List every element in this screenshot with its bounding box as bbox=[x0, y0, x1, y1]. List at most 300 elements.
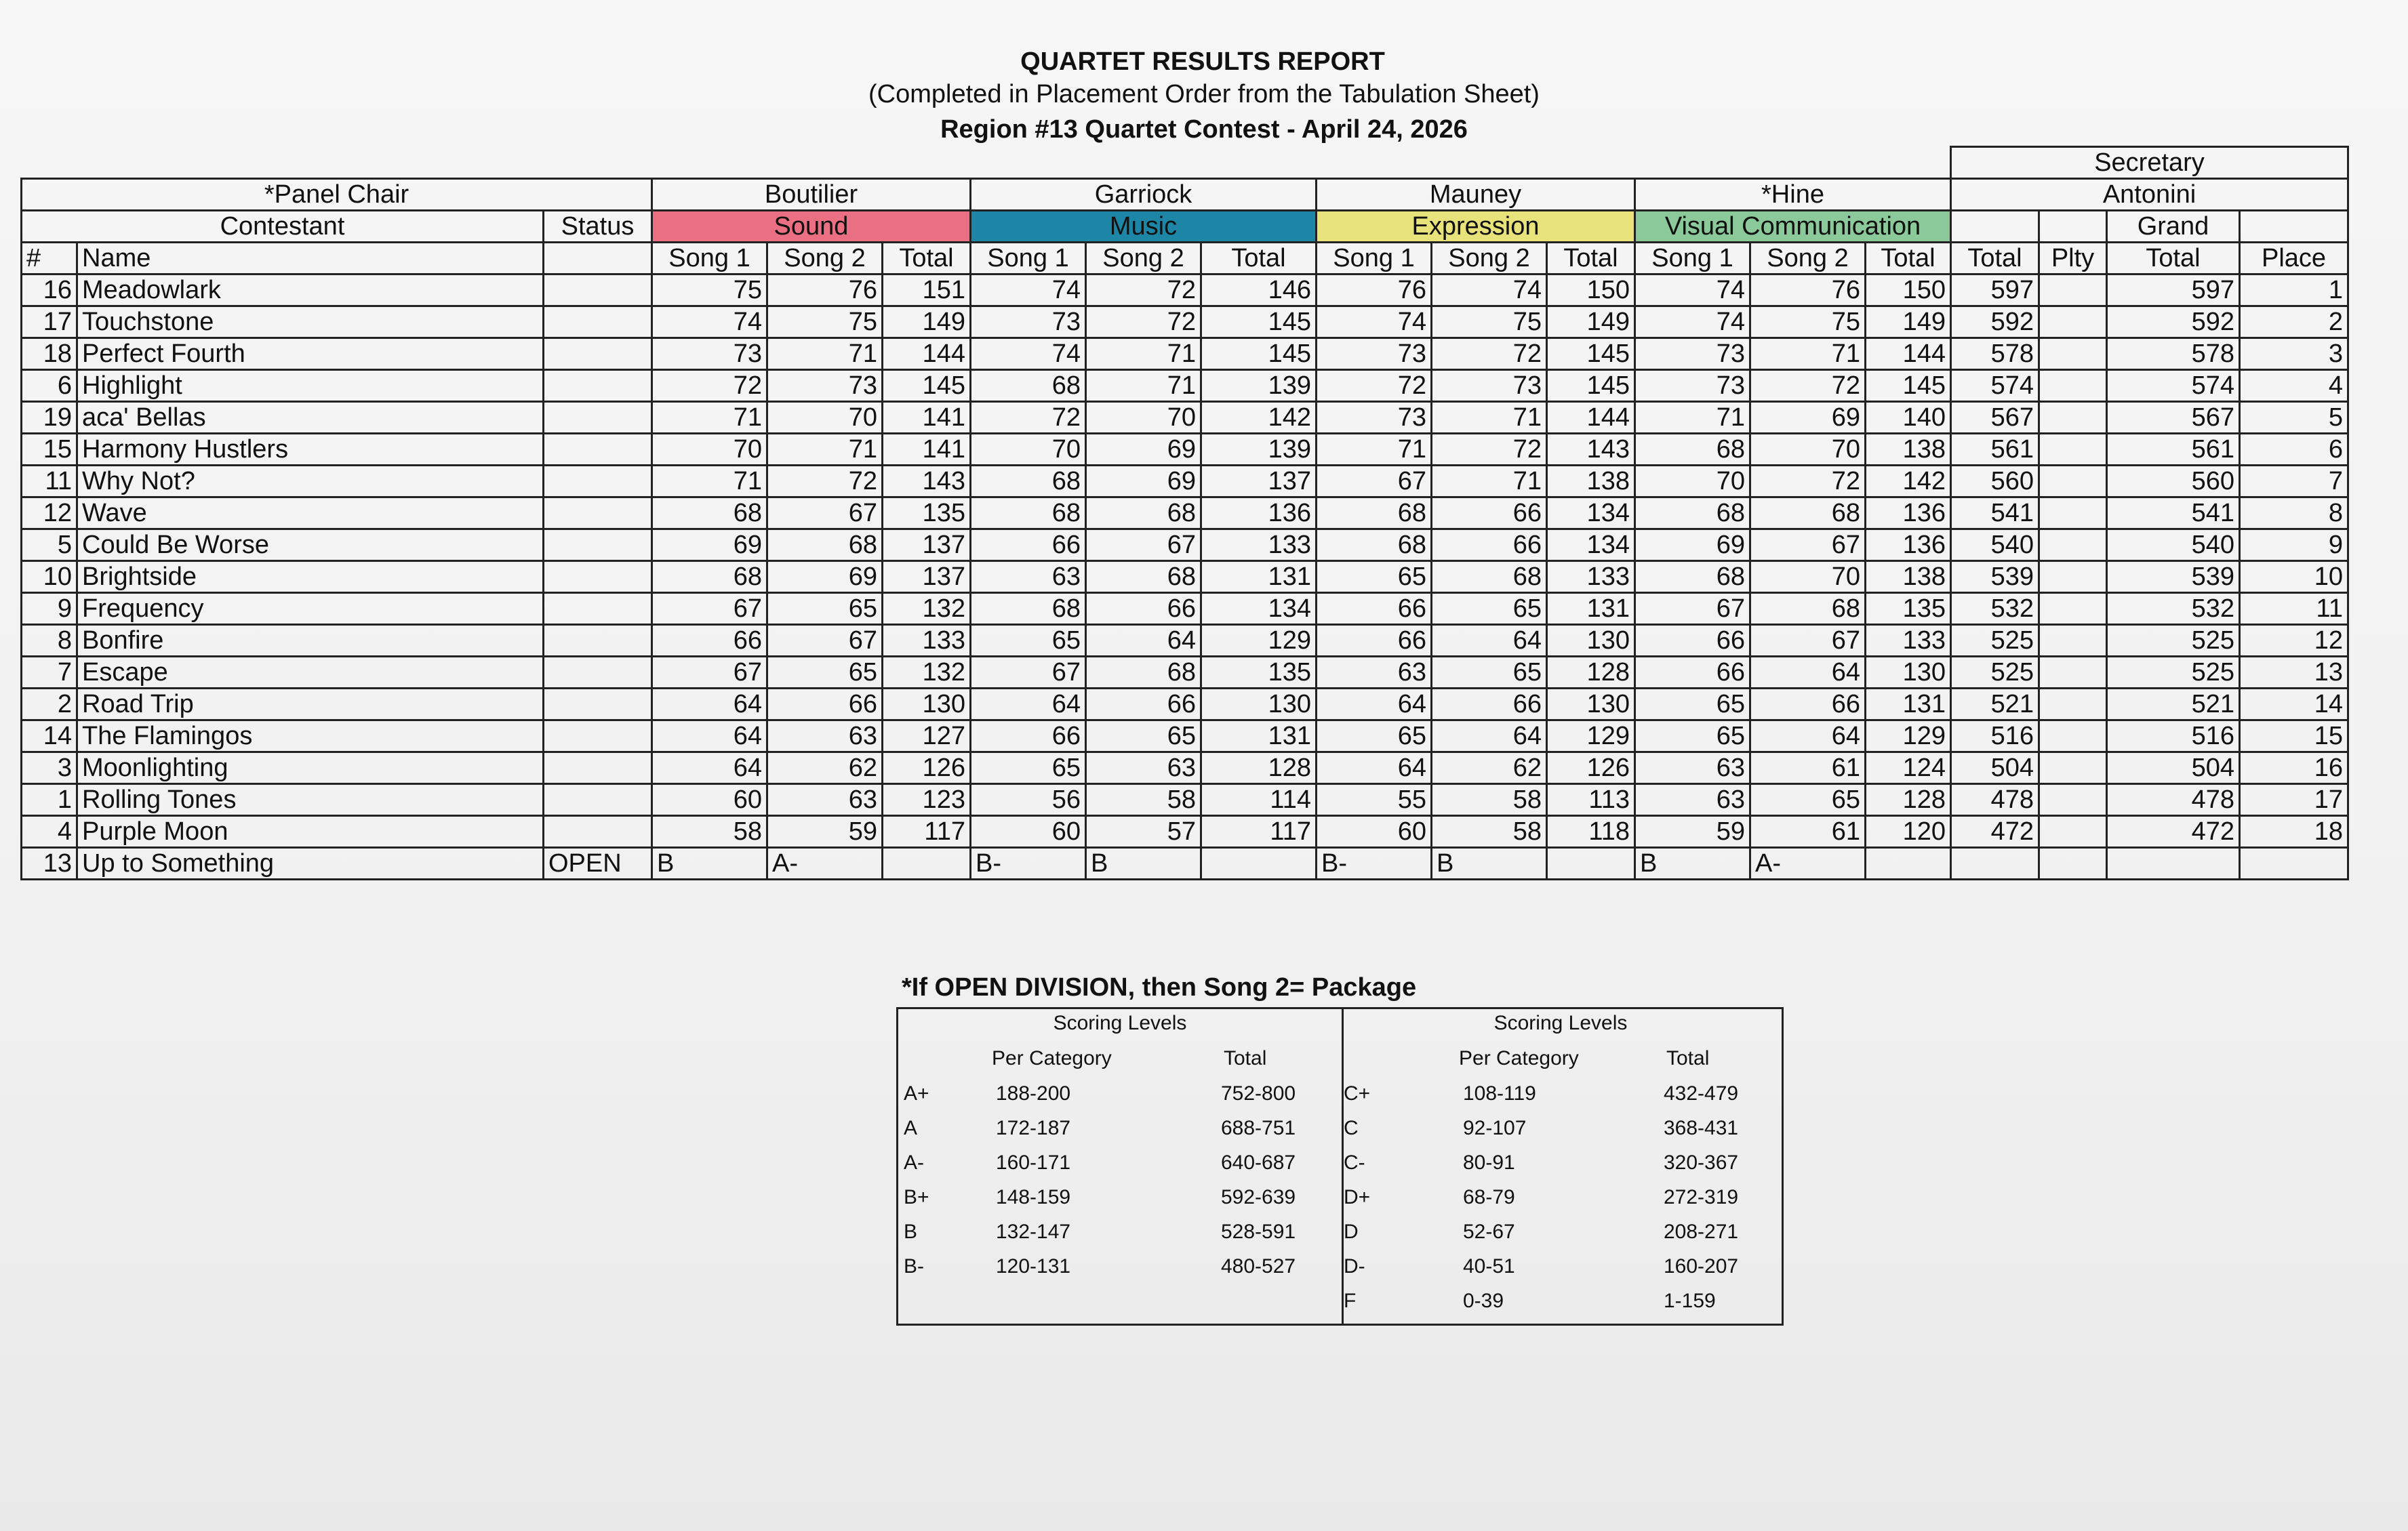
table-row bbox=[22, 784, 2348, 816]
contestant-status bbox=[544, 370, 652, 402]
plty-header: Plty bbox=[2039, 243, 2107, 274]
row-grand-total bbox=[2107, 848, 2240, 880]
mus-score-song2: 69 bbox=[1086, 466, 1201, 497]
vis-score-total: 138 bbox=[1866, 561, 1951, 593]
scoring-level-row bbox=[898, 1117, 1342, 1151]
contestant-status bbox=[544, 816, 652, 848]
level-grade: A- bbox=[904, 1151, 924, 1174]
exp-score-song2: 66 bbox=[1432, 497, 1547, 529]
vis-score-song1: 67 bbox=[1635, 593, 1750, 625]
contestant-number: 14 bbox=[22, 720, 77, 752]
mus-score-total: 142 bbox=[1201, 402, 1317, 434]
level-grade: B bbox=[904, 1221, 918, 1243]
judges-row bbox=[22, 179, 2348, 211]
vis-score-song1: 59 bbox=[1635, 816, 1750, 848]
category-sound: Sound bbox=[652, 211, 971, 243]
contestant-number: 19 bbox=[22, 402, 77, 434]
contestant-number: 1 bbox=[22, 784, 77, 816]
exp-score-song1: B- bbox=[1317, 848, 1432, 880]
visual-total-header: Total bbox=[1866, 243, 1951, 274]
results-table bbox=[20, 146, 2349, 880]
mus-score-total: 145 bbox=[1201, 306, 1317, 338]
vis-score-song1: B bbox=[1635, 848, 1750, 880]
row-penalty bbox=[2039, 593, 2107, 625]
exp-score-song2: 64 bbox=[1432, 625, 1547, 657]
row-grand-total: 525 bbox=[2107, 625, 2240, 657]
row-total bbox=[1951, 848, 2039, 880]
snd-score-total bbox=[883, 848, 971, 880]
level-per: 148-159 bbox=[996, 1186, 1071, 1208]
snd-score-song1: 66 bbox=[652, 625, 767, 657]
level-grade: D- bbox=[1344, 1255, 1365, 1278]
mus-score-song1: 65 bbox=[971, 752, 1086, 784]
mus-score-song2: 66 bbox=[1086, 593, 1201, 625]
contestant-status bbox=[544, 338, 652, 370]
exp-score-total bbox=[1547, 848, 1635, 880]
contestant-status bbox=[544, 306, 652, 338]
table-row bbox=[22, 561, 2348, 593]
row-total: 525 bbox=[1951, 657, 2039, 689]
name-header: Name bbox=[77, 243, 544, 274]
exp-score-song1: 55 bbox=[1317, 784, 1432, 816]
mus-score-song2: 66 bbox=[1086, 689, 1201, 720]
snd-score-song1: 64 bbox=[652, 720, 767, 752]
scoring-levels-header bbox=[1340, 1047, 1782, 1081]
mus-score-song1: 68 bbox=[971, 466, 1086, 497]
vis-score-song1: 66 bbox=[1635, 657, 1750, 689]
open-division-note: *If OPEN DIVISION, then Song 2= Package bbox=[902, 973, 1417, 1002]
row-penalty bbox=[2039, 784, 2107, 816]
row-place: 17 bbox=[2240, 784, 2348, 816]
mus-score-total: 145 bbox=[1201, 338, 1317, 370]
row-place: 4 bbox=[2240, 370, 2348, 402]
place-spacer bbox=[2240, 211, 2348, 243]
scoring-level-row bbox=[898, 1082, 1342, 1116]
mus-score-song1: 68 bbox=[971, 497, 1086, 529]
row-grand-total: 504 bbox=[2107, 752, 2240, 784]
row-place: 14 bbox=[2240, 689, 2348, 720]
vis-score-song2: 75 bbox=[1750, 306, 1866, 338]
contestant-status bbox=[544, 689, 652, 720]
level-per: 160-171 bbox=[996, 1151, 1071, 1174]
row-grand-total: 592 bbox=[2107, 306, 2240, 338]
vis-score-total: 136 bbox=[1866, 497, 1951, 529]
exp-score-total: 118 bbox=[1547, 816, 1635, 848]
contestant-number: 4 bbox=[22, 816, 77, 848]
row-place: 8 bbox=[2240, 497, 2348, 529]
vis-score-song2: 69 bbox=[1750, 402, 1866, 434]
table-row bbox=[22, 402, 2348, 434]
level-grade: D+ bbox=[1344, 1186, 1371, 1208]
table-row bbox=[22, 752, 2348, 784]
mus-score-total: 139 bbox=[1201, 434, 1317, 466]
level-per: 68-79 bbox=[1463, 1186, 1515, 1208]
judge-sound: Boutilier bbox=[652, 179, 971, 211]
level-total: 752-800 bbox=[1221, 1082, 1296, 1105]
row-grand-total: 597 bbox=[2107, 274, 2240, 306]
row-grand-total: 567 bbox=[2107, 402, 2240, 434]
mus-score-total: 128 bbox=[1201, 752, 1317, 784]
exp-score-song2: 64 bbox=[1432, 720, 1547, 752]
level-per: 0-39 bbox=[1463, 1290, 1504, 1312]
snd-score-song1: 72 bbox=[652, 370, 767, 402]
level-total: 688-751 bbox=[1221, 1117, 1296, 1139]
exp-score-song1: 64 bbox=[1317, 752, 1432, 784]
exp-score-song2: 65 bbox=[1432, 657, 1547, 689]
exp-score-total: 129 bbox=[1547, 720, 1635, 752]
contestant-number: 10 bbox=[22, 561, 77, 593]
row-penalty bbox=[2039, 338, 2107, 370]
mus-score-song2: 72 bbox=[1086, 306, 1201, 338]
scoring-levels-left bbox=[896, 1007, 1344, 1326]
level-per: 172-187 bbox=[996, 1117, 1071, 1139]
row-penalty bbox=[2039, 497, 2107, 529]
level-total: 1-159 bbox=[1664, 1290, 1716, 1312]
row-total: 478 bbox=[1951, 784, 2039, 816]
contestant-status bbox=[544, 752, 652, 784]
mus-score-total: 130 bbox=[1201, 689, 1317, 720]
row-total: 567 bbox=[1951, 402, 2039, 434]
snd-score-song1: 67 bbox=[652, 593, 767, 625]
num-header: # bbox=[22, 243, 77, 274]
row-total: 540 bbox=[1951, 529, 2039, 561]
vis-score-song2: 61 bbox=[1750, 752, 1866, 784]
table-row bbox=[22, 338, 2348, 370]
snd-score-total: 141 bbox=[883, 402, 971, 434]
contestant-name: Frequency bbox=[77, 593, 544, 625]
mus-score-song1: 73 bbox=[971, 306, 1086, 338]
mus-score-song2: 65 bbox=[1086, 720, 1201, 752]
mus-score-song2: B bbox=[1086, 848, 1201, 880]
row-place: 6 bbox=[2240, 434, 2348, 466]
snd-score-song1: 58 bbox=[652, 816, 767, 848]
contestant-number: 5 bbox=[22, 529, 77, 561]
snd-score-song2: 63 bbox=[767, 784, 883, 816]
level-per: 40-51 bbox=[1463, 1255, 1515, 1278]
vis-score-total: 129 bbox=[1866, 720, 1951, 752]
row-grand-total: 516 bbox=[2107, 720, 2240, 752]
secretary-label: Secretary bbox=[1951, 147, 2348, 179]
contestant-name: Wave bbox=[77, 497, 544, 529]
vis-score-song1: 71 bbox=[1635, 402, 1750, 434]
contestant-name: Up to Something bbox=[77, 848, 544, 880]
panel-chair-label: *Panel Chair bbox=[22, 179, 652, 211]
row-place: 11 bbox=[2240, 593, 2348, 625]
exp-score-total: 130 bbox=[1547, 625, 1635, 657]
row-total: 539 bbox=[1951, 561, 2039, 593]
secretary-row bbox=[22, 147, 2348, 179]
mus-score-total: 137 bbox=[1201, 466, 1317, 497]
level-grade: A bbox=[904, 1117, 918, 1139]
vis-score-total: 150 bbox=[1866, 274, 1951, 306]
exp-score-song1: 67 bbox=[1317, 466, 1432, 497]
mus-score-song1: 72 bbox=[971, 402, 1086, 434]
scoring-level-row bbox=[1340, 1117, 1782, 1151]
music-total-header: Total bbox=[1201, 243, 1317, 274]
row-total: 578 bbox=[1951, 338, 2039, 370]
vis-score-song1: 70 bbox=[1635, 466, 1750, 497]
vis-score-song1: 65 bbox=[1635, 689, 1750, 720]
row-place: 2 bbox=[2240, 306, 2348, 338]
level-total: 208-271 bbox=[1664, 1221, 1739, 1243]
exp-score-total: 138 bbox=[1547, 466, 1635, 497]
exp-score-song2: 72 bbox=[1432, 434, 1547, 466]
grand-total-header: Total bbox=[2107, 243, 2240, 274]
exp-score-total: 150 bbox=[1547, 274, 1635, 306]
row-total: 574 bbox=[1951, 370, 2039, 402]
level-grade: C- bbox=[1344, 1151, 1365, 1174]
table-row bbox=[22, 657, 2348, 689]
contestant-name: The Flamingos bbox=[77, 720, 544, 752]
exp-score-song1: 66 bbox=[1317, 593, 1432, 625]
snd-score-song1: 75 bbox=[652, 274, 767, 306]
exp-score-total: 133 bbox=[1547, 561, 1635, 593]
contestant-header: Contestant bbox=[22, 211, 544, 243]
vis-score-song1: 69 bbox=[1635, 529, 1750, 561]
row-penalty bbox=[2039, 816, 2107, 848]
contestant-number: 11 bbox=[22, 466, 77, 497]
mus-score-song1: 70 bbox=[971, 434, 1086, 466]
judge-expression: Mauney bbox=[1317, 179, 1635, 211]
mus-score-total: 146 bbox=[1201, 274, 1317, 306]
vis-score-song2: 64 bbox=[1750, 657, 1866, 689]
snd-score-total: 141 bbox=[883, 434, 971, 466]
music-song1-header: Song 1 bbox=[971, 243, 1086, 274]
vis-score-song1: 66 bbox=[1635, 625, 1750, 657]
contestant-name: Could Be Worse bbox=[77, 529, 544, 561]
row-place: 5 bbox=[2240, 402, 2348, 434]
expression-total-header: Total bbox=[1547, 243, 1635, 274]
exp-score-song2: 71 bbox=[1432, 466, 1547, 497]
contestant-number: 3 bbox=[22, 752, 77, 784]
contestant-status bbox=[544, 657, 652, 689]
mus-score-song1: 68 bbox=[971, 370, 1086, 402]
table-row bbox=[22, 720, 2348, 752]
row-penalty bbox=[2039, 752, 2107, 784]
vis-score-song2: 61 bbox=[1750, 816, 1866, 848]
mus-score-total: 136 bbox=[1201, 497, 1317, 529]
row-grand-total: 472 bbox=[2107, 816, 2240, 848]
mus-score-song1: 66 bbox=[971, 529, 1086, 561]
table-row bbox=[22, 816, 2348, 848]
exp-score-song1: 65 bbox=[1317, 720, 1432, 752]
exp-score-total: 113 bbox=[1547, 784, 1635, 816]
vis-score-song1: 65 bbox=[1635, 720, 1750, 752]
vis-score-song1: 68 bbox=[1635, 561, 1750, 593]
vis-score-total: 135 bbox=[1866, 593, 1951, 625]
exp-score-song1: 60 bbox=[1317, 816, 1432, 848]
snd-score-total: 151 bbox=[883, 274, 971, 306]
row-place: 7 bbox=[2240, 466, 2348, 497]
level-grade: C bbox=[1344, 1117, 1359, 1139]
exp-score-total: 131 bbox=[1547, 593, 1635, 625]
exp-score-song1: 68 bbox=[1317, 529, 1432, 561]
mus-score-total: 117 bbox=[1201, 816, 1317, 848]
vis-score-song2: 72 bbox=[1750, 466, 1866, 497]
mus-score-total bbox=[1201, 848, 1317, 880]
snd-score-song2: 71 bbox=[767, 338, 883, 370]
row-penalty bbox=[2039, 561, 2107, 593]
exp-score-total: 143 bbox=[1547, 434, 1635, 466]
snd-score-song1: 64 bbox=[652, 752, 767, 784]
contestant-status bbox=[544, 720, 652, 752]
expression-song2-header: Song 2 bbox=[1432, 243, 1547, 274]
snd-score-song2: 69 bbox=[767, 561, 883, 593]
vis-score-total: 142 bbox=[1866, 466, 1951, 497]
level-total: 528-591 bbox=[1221, 1221, 1296, 1243]
contestant-status bbox=[544, 784, 652, 816]
contestant-name: Touchstone bbox=[77, 306, 544, 338]
table-row bbox=[22, 593, 2348, 625]
row-grand-total: 539 bbox=[2107, 561, 2240, 593]
snd-score-song2: 62 bbox=[767, 752, 883, 784]
snd-score-total: 149 bbox=[883, 306, 971, 338]
snd-score-total: 143 bbox=[883, 466, 971, 497]
mus-score-song2: 72 bbox=[1086, 274, 1201, 306]
contestant-status bbox=[544, 402, 652, 434]
table-row bbox=[22, 529, 2348, 561]
status-header: Status bbox=[544, 211, 652, 243]
vis-score-song2: 67 bbox=[1750, 625, 1866, 657]
snd-score-song2: 73 bbox=[767, 370, 883, 402]
vis-score-total: 128 bbox=[1866, 784, 1951, 816]
row-place: 15 bbox=[2240, 720, 2348, 752]
contestant-status bbox=[544, 497, 652, 529]
exp-score-total: 145 bbox=[1547, 370, 1635, 402]
table-row bbox=[22, 274, 2348, 306]
snd-score-song2: 75 bbox=[767, 306, 883, 338]
exp-score-total: 130 bbox=[1547, 689, 1635, 720]
snd-score-song2: 63 bbox=[767, 720, 883, 752]
per-category-header: Per Category bbox=[1459, 1047, 1579, 1069]
mus-score-total: 139 bbox=[1201, 370, 1317, 402]
level-per: 188-200 bbox=[996, 1082, 1071, 1105]
contestant-number: 2 bbox=[22, 689, 77, 720]
mus-score-song2: 57 bbox=[1086, 816, 1201, 848]
scoring-level-row bbox=[898, 1255, 1342, 1289]
mus-score-song2: 71 bbox=[1086, 338, 1201, 370]
contestant-name: Harmony Hustlers bbox=[77, 434, 544, 466]
mus-score-song2: 64 bbox=[1086, 625, 1201, 657]
contestant-name: Rolling Tones bbox=[77, 784, 544, 816]
snd-score-song2: 59 bbox=[767, 816, 883, 848]
contestant-number: 9 bbox=[22, 593, 77, 625]
exp-score-song2: 58 bbox=[1432, 784, 1547, 816]
exp-score-song1: 71 bbox=[1317, 434, 1432, 466]
contest-title: Region #13 Quartet Contest - April 24, 2026 bbox=[940, 115, 1468, 144]
contestant-status bbox=[544, 625, 652, 657]
row-total: 561 bbox=[1951, 434, 2039, 466]
level-total: 640-687 bbox=[1221, 1151, 1296, 1174]
exp-score-total: 134 bbox=[1547, 497, 1635, 529]
contestant-name: Brightside bbox=[77, 561, 544, 593]
contestant-name: Purple Moon bbox=[77, 816, 544, 848]
level-grade: F bbox=[1344, 1290, 1357, 1312]
snd-score-total: 123 bbox=[883, 784, 971, 816]
exp-score-song1: 66 bbox=[1317, 625, 1432, 657]
row-total: 521 bbox=[1951, 689, 2039, 720]
snd-score-total: 126 bbox=[883, 752, 971, 784]
scoring-level-row bbox=[898, 1151, 1342, 1185]
vis-score-song1: 74 bbox=[1635, 274, 1750, 306]
snd-score-song2: 65 bbox=[767, 593, 883, 625]
level-grade: B- bbox=[904, 1255, 924, 1278]
total-header: Total bbox=[1951, 243, 2039, 274]
vis-score-song1: 73 bbox=[1635, 338, 1750, 370]
snd-score-song1: 70 bbox=[652, 434, 767, 466]
exp-score-total: 144 bbox=[1547, 402, 1635, 434]
report-title: QUARTET RESULTS REPORT bbox=[1020, 47, 1385, 76]
per-category-header: Per Category bbox=[992, 1047, 1112, 1069]
exp-score-song1: 74 bbox=[1317, 306, 1432, 338]
vis-score-song1: 63 bbox=[1635, 784, 1750, 816]
row-place: 10 bbox=[2240, 561, 2348, 593]
row-total: 592 bbox=[1951, 306, 2039, 338]
exp-score-song1: 73 bbox=[1317, 402, 1432, 434]
vis-score-song1: 68 bbox=[1635, 497, 1750, 529]
total-range-header: Total bbox=[1666, 1047, 1710, 1069]
snd-score-total: 137 bbox=[883, 529, 971, 561]
level-grade: C+ bbox=[1344, 1082, 1371, 1105]
snd-score-song1: 68 bbox=[652, 497, 767, 529]
exp-score-song2: B bbox=[1432, 848, 1547, 880]
table-row bbox=[22, 434, 2348, 466]
snd-score-song1: 69 bbox=[652, 529, 767, 561]
column-header-row bbox=[22, 243, 2348, 274]
mus-score-song1: 56 bbox=[971, 784, 1086, 816]
mus-score-song2: 68 bbox=[1086, 561, 1201, 593]
table-row bbox=[22, 466, 2348, 497]
level-grade: A+ bbox=[904, 1082, 929, 1105]
contestant-name: Meadowlark bbox=[77, 274, 544, 306]
snd-score-song2: 71 bbox=[767, 434, 883, 466]
row-total: 541 bbox=[1951, 497, 2039, 529]
contestant-name: Moonlighting bbox=[77, 752, 544, 784]
level-total: 368-431 bbox=[1664, 1117, 1739, 1139]
exp-score-song2: 66 bbox=[1432, 529, 1547, 561]
row-grand-total: 525 bbox=[2107, 657, 2240, 689]
row-grand-total: 540 bbox=[2107, 529, 2240, 561]
contestant-status bbox=[544, 274, 652, 306]
plty-spacer bbox=[2039, 211, 2107, 243]
row-grand-total: 541 bbox=[2107, 497, 2240, 529]
snd-score-total: 144 bbox=[883, 338, 971, 370]
row-penalty bbox=[2039, 848, 2107, 880]
mus-score-song2: 68 bbox=[1086, 497, 1201, 529]
vis-score-total: 138 bbox=[1866, 434, 1951, 466]
exp-score-song2: 62 bbox=[1432, 752, 1547, 784]
mus-score-song2: 58 bbox=[1086, 784, 1201, 816]
level-per: 52-67 bbox=[1463, 1221, 1515, 1243]
snd-score-total: 127 bbox=[883, 720, 971, 752]
vis-score-total: 144 bbox=[1866, 338, 1951, 370]
scoring-level-row bbox=[1340, 1255, 1782, 1289]
sound-total-header: Total bbox=[883, 243, 971, 274]
vis-score-song2: 70 bbox=[1750, 434, 1866, 466]
scoring-levels-title: Scoring Levels bbox=[1053, 1012, 1187, 1034]
scoring-level-row bbox=[898, 1186, 1342, 1220]
vis-score-song1: 63 bbox=[1635, 752, 1750, 784]
mus-score-song1: 68 bbox=[971, 593, 1086, 625]
contestant-number: 15 bbox=[22, 434, 77, 466]
level-per: 132-147 bbox=[996, 1221, 1071, 1243]
snd-score-song1: 68 bbox=[652, 561, 767, 593]
contestant-status bbox=[544, 593, 652, 625]
mus-score-total: 131 bbox=[1201, 561, 1317, 593]
mus-score-song2: 70 bbox=[1086, 402, 1201, 434]
vis-score-song2: 65 bbox=[1750, 784, 1866, 816]
row-penalty bbox=[2039, 370, 2107, 402]
